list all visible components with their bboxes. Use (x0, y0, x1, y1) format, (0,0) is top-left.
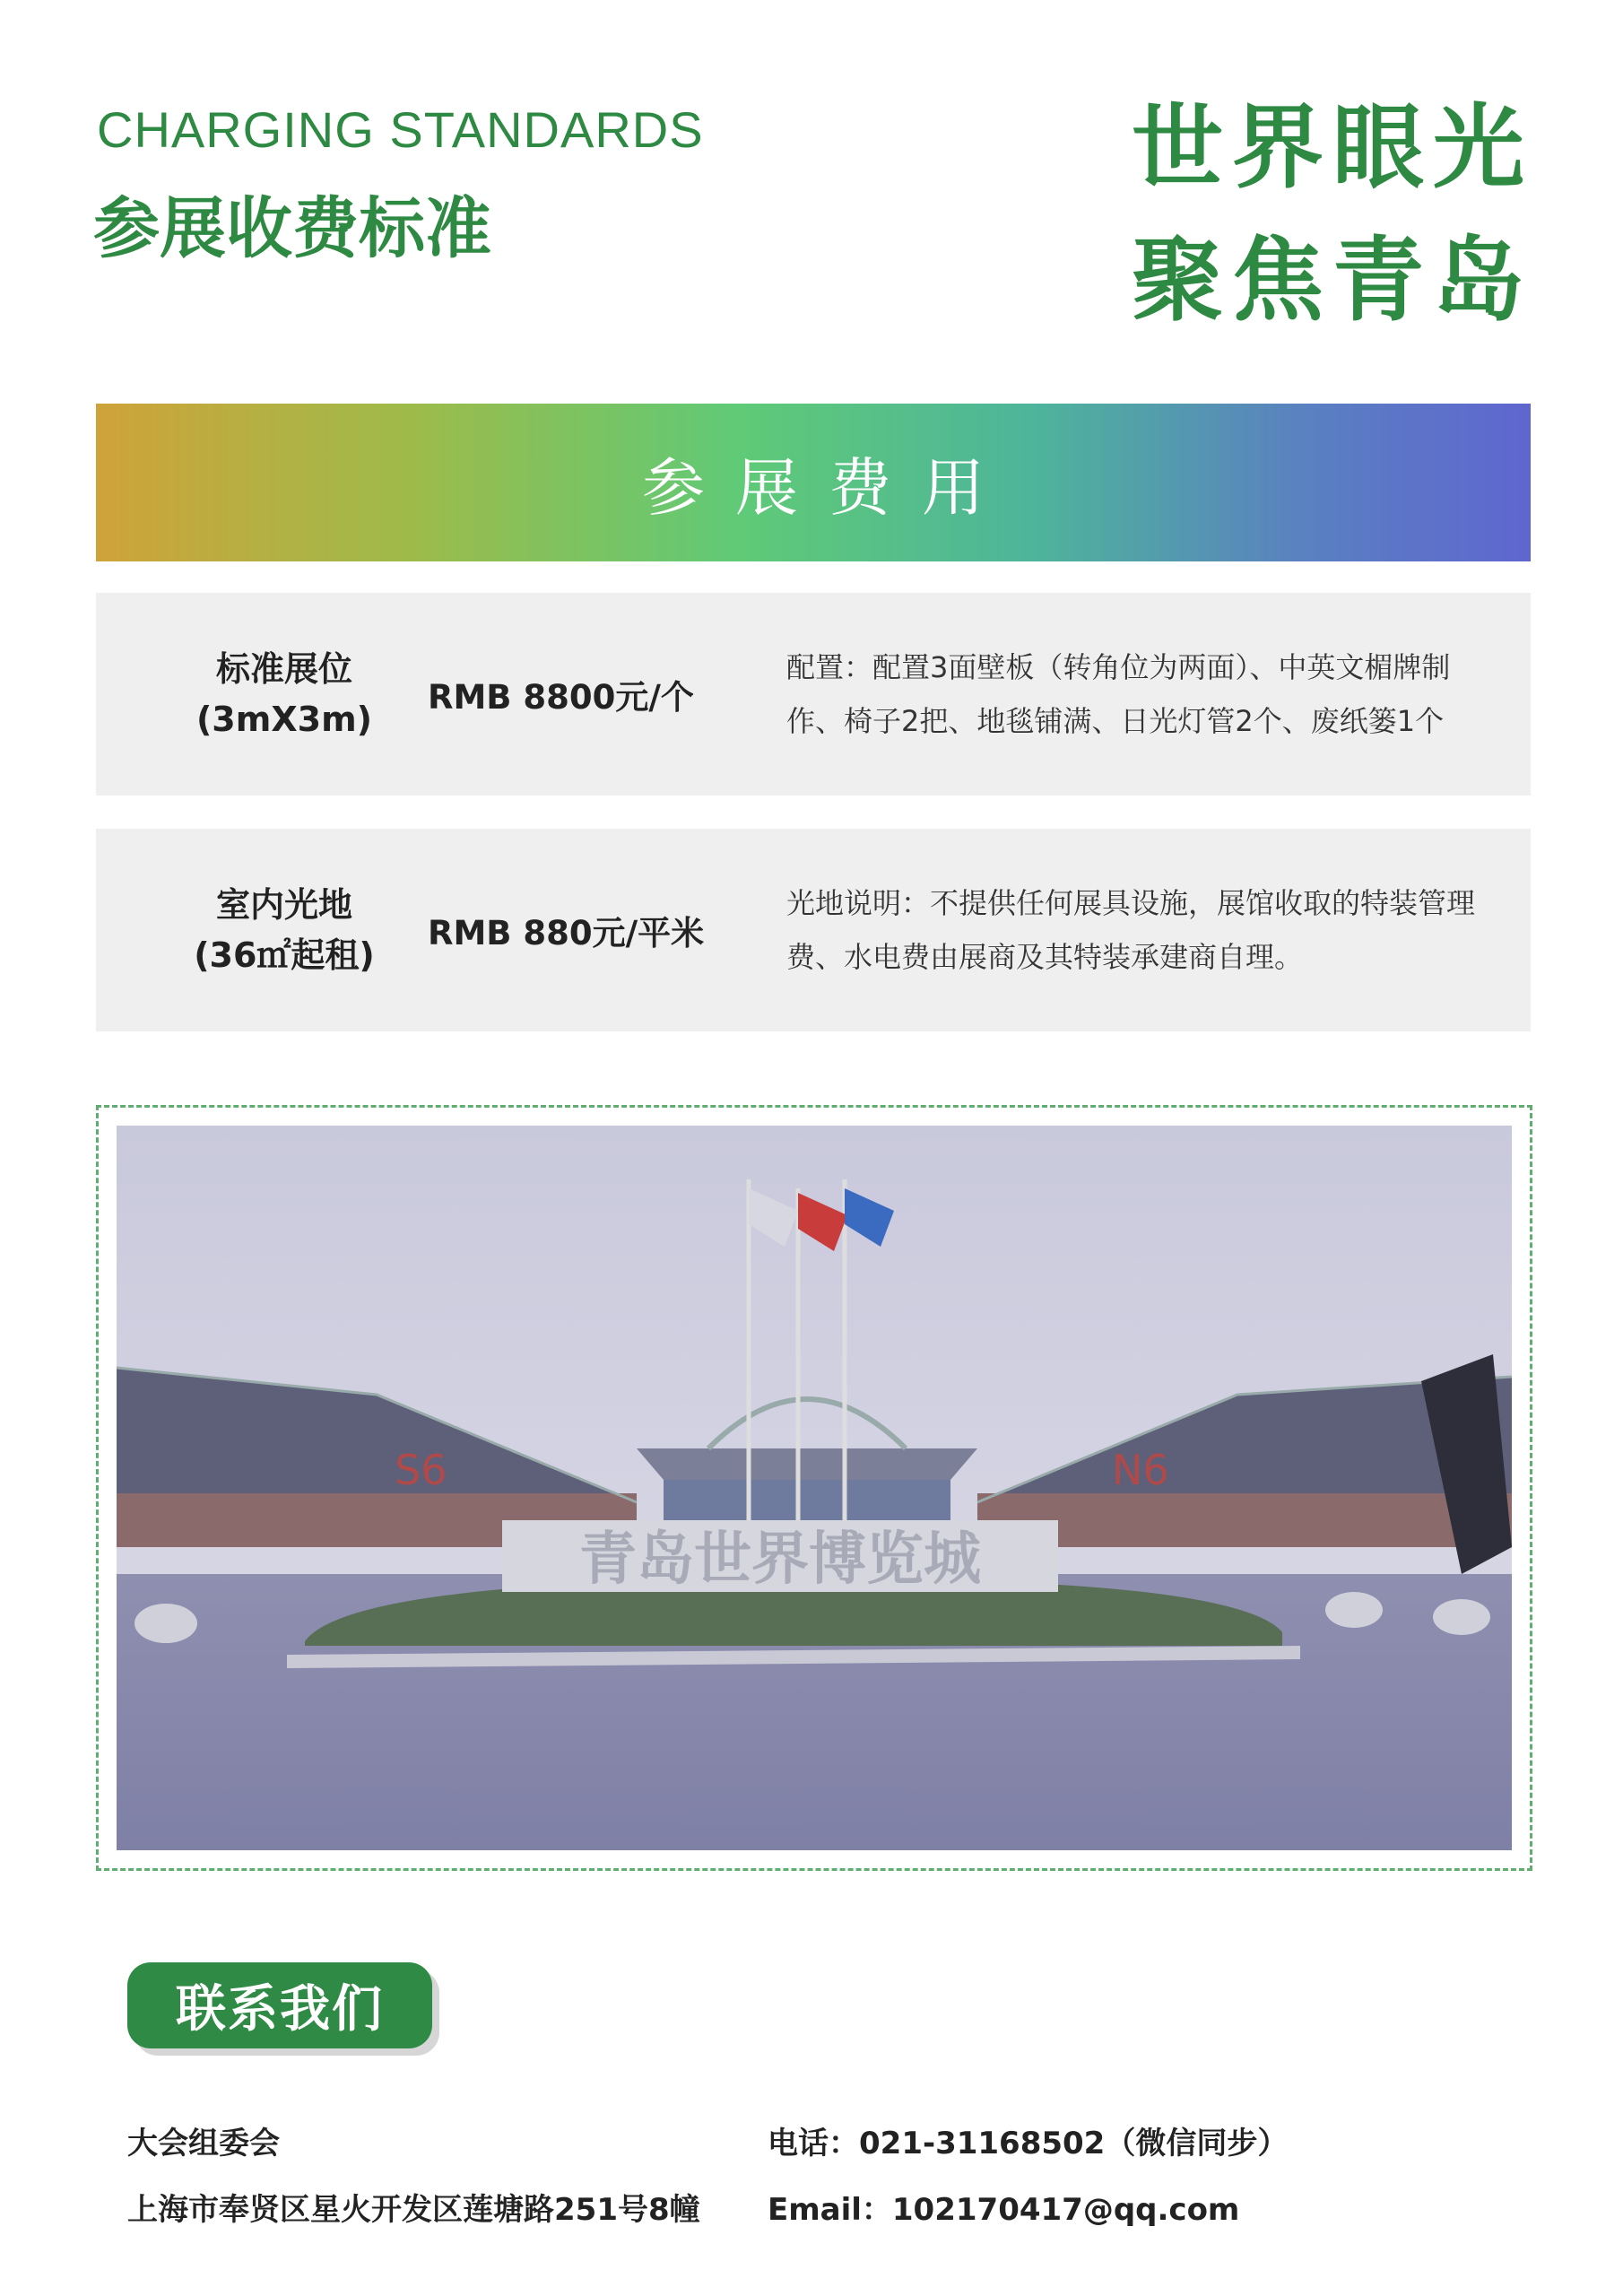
title-english: CHARGING STANDARDS (97, 101, 704, 158)
hall-label-n6: N6 (1112, 1446, 1169, 1494)
contact-us-badge: 联系我们 (127, 1962, 432, 2048)
organizer-address: 上海市奉贤区星火开发区莲塘路251号8幢 (127, 2192, 700, 2228)
venue-sign: 青岛世界博览城 (579, 1526, 981, 1593)
fees-heading-banner (96, 404, 1531, 561)
hall-label-s6: S6 (395, 1446, 447, 1494)
fees-heading: 参展费用 (642, 450, 1015, 525)
fee-description: 配置：配置3面壁板（转角位为两面）、中英文楣牌制作、椅子2把、地毯铺满、日光灯管2个、废纸篓1个 (786, 650, 1451, 738)
slogan-line-1: 世界眼光 (1132, 94, 1533, 202)
fee-price: RMB 8800元/个 (428, 678, 694, 717)
fee-type-size: (3mX3m) (195, 700, 373, 739)
fee-row-raw-space (96, 829, 1531, 1031)
venue-photo (117, 1126, 1512, 1850)
fee-type-name: 标准展位 (215, 649, 352, 689)
fee-type-name: 室内光地 (215, 885, 352, 925)
fee-type-size: (36㎡起租) (194, 935, 375, 975)
fee-row-standard-booth (96, 593, 1531, 796)
venue-photo-frame (96, 1105, 1532, 1871)
phone-number: 电话：021-31168502（微信同步） (768, 2126, 1289, 2161)
fee-price: RMB 880元/平米 (428, 914, 705, 952)
fee-type (150, 829, 419, 1031)
email-address: Email：102170417@qq.com (768, 2192, 1240, 2228)
slogan-line-2: 聚焦青岛 (1132, 227, 1533, 335)
organizer-name: 大会组委会 (127, 2126, 280, 2161)
fee-type (150, 593, 419, 796)
title-chinese: 参展收费标准 (93, 190, 491, 267)
fee-description: 光地说明：不提供任何展具设施，展馆收取的特装管理费、水电费由展商及其特装承建商自理。 (786, 886, 1476, 974)
